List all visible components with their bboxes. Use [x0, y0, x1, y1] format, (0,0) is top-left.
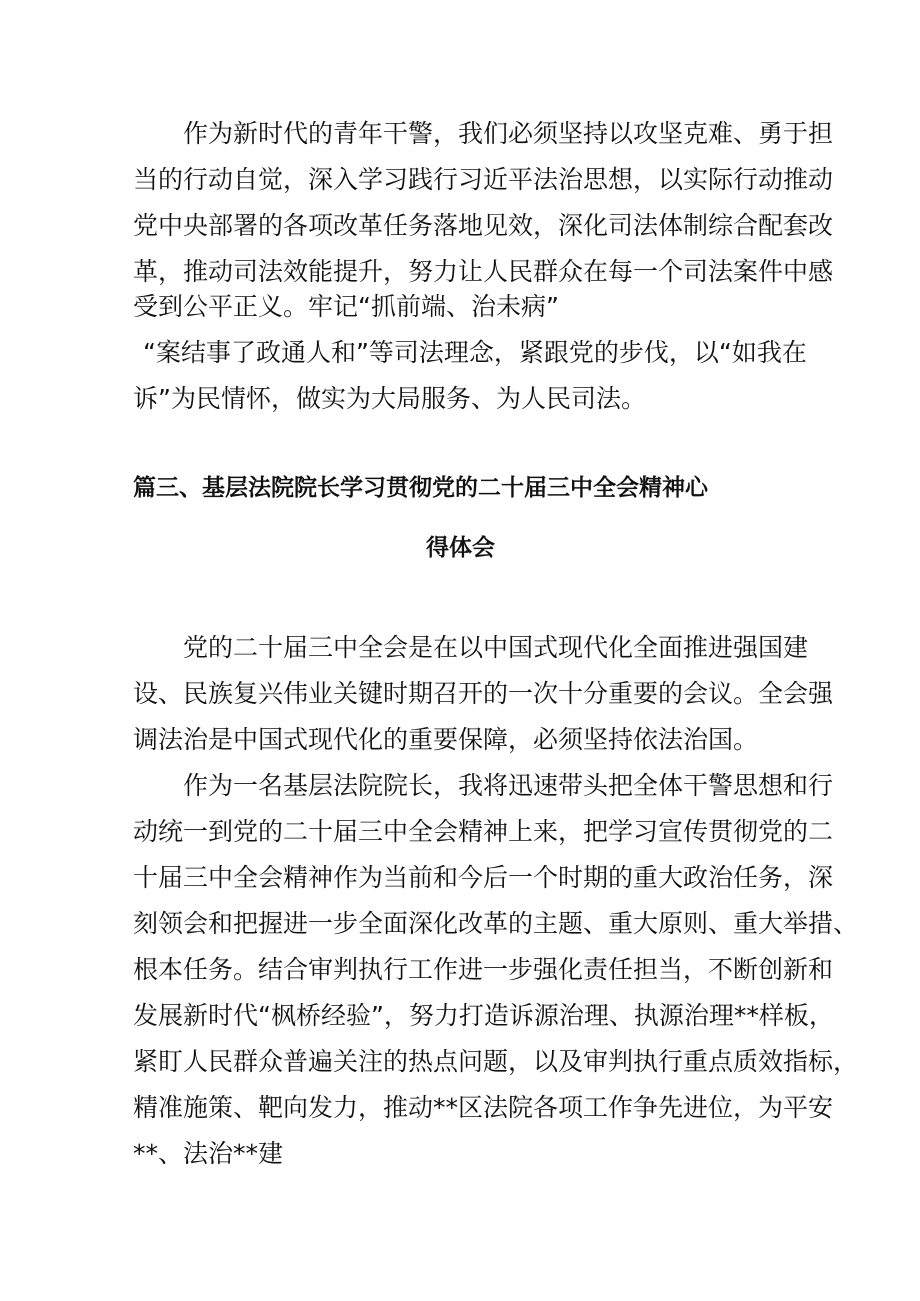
- paragraph-line: 发展新时代“枫桥经验”，努力打造诉源治理、执源治理**样板，: [133, 1001, 834, 1030]
- paragraph-line: 刻领会和把握进一步全面深化改革的主题、重大原则、重大举措、: [133, 909, 859, 938]
- paragraph-line: 作为一名基层法院院长，我将迅速带头把全体干警思想和行: [183, 771, 834, 800]
- section-heading-line-1: 篇三、基层法院院长学习贯彻党的二十届三中全会精神心: [133, 475, 708, 501]
- paragraph-line: 调法治是中国式现代化的重要保障，必须坚持依法治国。: [133, 725, 759, 754]
- paragraph-line: **、法治**建: [133, 1139, 284, 1168]
- section-heading-line-2: 得体会: [426, 535, 495, 561]
- paragraph-line: 动统一到党的二十届三中全会精神上来，把学习宣传贯彻党的二: [133, 817, 834, 846]
- paragraph-line: 精准施策、靶向发力，推动**区法院各项工作争先进位，为平安: [133, 1093, 834, 1122]
- paragraph-line: 受到公平正义。牢记“抓前端、治未病”: [133, 292, 559, 321]
- paragraph-line: 设、民族复兴伟业关键时期召开的一次十分重要的会议。全会强: [133, 679, 834, 708]
- paragraph-line: 革，推动司法效能提升，努力让人民群众在每一个司法案件中感: [133, 257, 834, 286]
- paragraph-line: 诉”为民情怀，做实为大局服务、为人民司法。: [133, 384, 646, 413]
- paragraph-line: 十届三中全会精神作为当前和今后一个时期的重大政治任务，深: [133, 863, 834, 892]
- paragraph-line: 根本任务。结合审判执行工作进一步强化责任担当，不断创新和: [133, 955, 834, 984]
- paragraph-line: “案结事了政通人和”等司法理念，紧跟党的步伐，以“如我在: [143, 338, 807, 367]
- paragraph-line: 紧盯人民群众普遍关注的热点问题，以及审判执行重点质效指标，: [133, 1047, 859, 1076]
- paragraph-line: 作为新时代的青年干警，我们必须坚持以攻坚克难、勇于担: [183, 119, 834, 148]
- paragraph-line: 党的二十届三中全会是在以中国式现代化全面推进强国建: [183, 633, 809, 662]
- paragraph-line: 党中央部署的各项改革任务落地见效，深化司法体制综合配套改: [133, 211, 834, 240]
- paragraph-line: 当的行动自觉，深入学习践行习近平法治思想，以实际行动推动: [133, 165, 834, 194]
